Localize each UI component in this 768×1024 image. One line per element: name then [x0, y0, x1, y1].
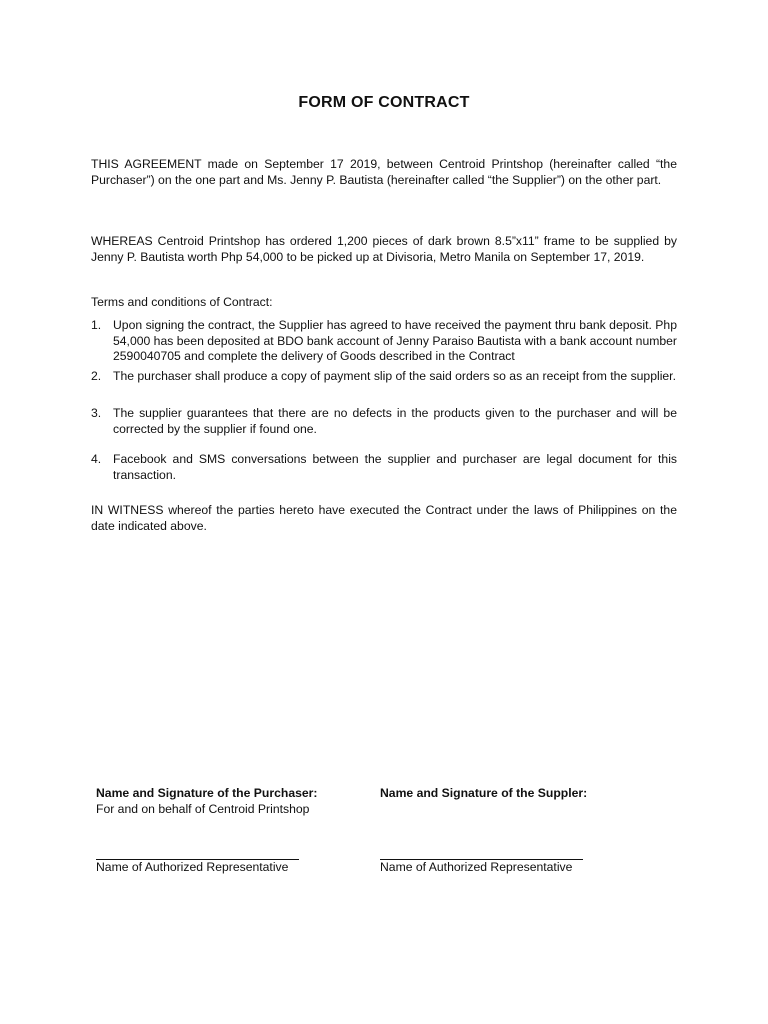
- term-number: 2.: [91, 369, 102, 383]
- purchaser-signature-caption: Name of Authorized Representative: [96, 860, 289, 874]
- purchaser-signature-heading: Name and Signature of the Purchaser:: [96, 786, 318, 800]
- term-item: [91, 369, 677, 385]
- whereas-paragraph: WHEREAS Centroid Printshop has ordered 1,200 pieces of dark brown 8.5”x11” frame to be supplied by Jenny P. Bautista worth Php 54,000 to be picked up at Divisoria, Metro Manila on September 17, 2019.: [91, 234, 677, 264]
- agreement-paragraph: THIS AGREEMENT made on September 17 2019, between Centroid Printshop (hereinafter called “the Purchaser”) on the one part and Ms. Jenny P. Bautista (hereinafter called “the Supplier”) on the other part.: [91, 157, 677, 187]
- witness-paragraph: IN WITNESS whereof the parties hereto have executed the Contract under the laws of Philippines on the date indicated above.: [91, 503, 677, 533]
- supplier-signature-heading: Name and Signature of the Suppler:: [380, 786, 588, 800]
- supplier-signature-caption: Name of Authorized Representative: [380, 860, 573, 874]
- term-number: 1.: [91, 318, 102, 332]
- supplier-signature-block: [380, 786, 640, 802]
- terms-heading: Terms and conditions of Contract:: [91, 295, 273, 309]
- term-item: [91, 452, 677, 483]
- term-number: 3.: [91, 406, 102, 420]
- term-item: [91, 406, 677, 437]
- purchaser-signature-block: [96, 786, 356, 817]
- purchaser-signature-subtext: For and on behalf of Centroid Printshop: [96, 801, 310, 816]
- document-title: FORM OF CONTRACT: [298, 94, 470, 111]
- term-text: Facebook and SMS conversations between the supplier and purchaser are legal document for this transaction.: [113, 452, 677, 482]
- term-item: [91, 318, 677, 365]
- term-text: The purchaser shall produce a copy of payment slip of the said orders so as an receipt from the supplier.: [113, 369, 676, 383]
- term-text: Upon signing the contract, the Supplier has agreed to have received the payment thru bank deposit. Php 54,000 has been deposited at BDO bank account of Jenny Paraiso Bautista with a bank account number 2590040705 and complete the delivery of Goods described in the Contract: [113, 318, 677, 364]
- term-number: 4.: [91, 452, 102, 466]
- term-text: The supplier guarantees that there are no defects in the products given to the purchaser and will be corrected by the supplier if found one.: [113, 406, 677, 436]
